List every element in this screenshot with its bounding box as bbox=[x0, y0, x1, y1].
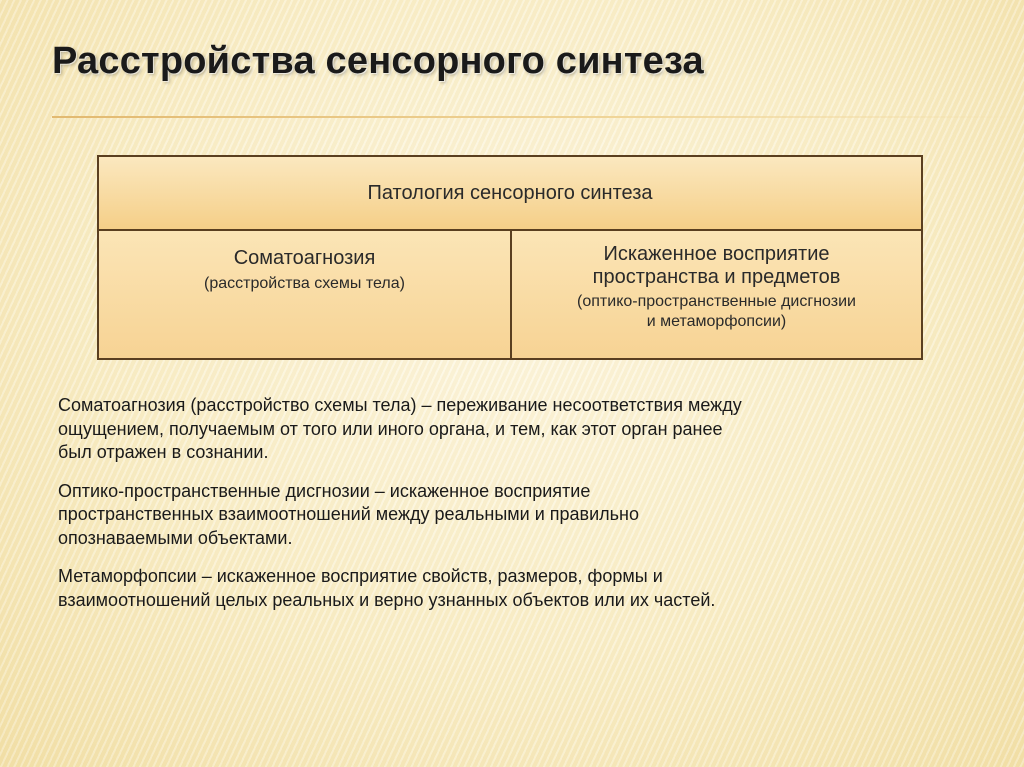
definition-optic-spatial-dysgnosia bbox=[58, 480, 988, 551]
classification-diagram bbox=[97, 155, 923, 360]
definition-line: Соматоагнозия (расстройство схемы тела) – переживание несоответствия между bbox=[58, 395, 742, 415]
cell-right-sub-line1: (оптико-пространственные дисгнозии bbox=[577, 293, 856, 310]
diagram-cell-somatoagnosia bbox=[99, 231, 512, 358]
definition-line: пространственных взаимоотношений между реальными и правильно bbox=[58, 504, 640, 524]
cell-right-sub-line2: и метаморфопсии) bbox=[646, 313, 787, 330]
cell-left-sub: (расстройства схемы тела) bbox=[204, 275, 405, 292]
title-underline bbox=[52, 116, 1024, 118]
definition-somatoagnosia bbox=[58, 394, 988, 465]
diagram-header: Патология сенсорного синтеза bbox=[99, 157, 921, 231]
definition-line: Оптико-пространственные дисгнозии – искаженное восприятие bbox=[58, 480, 591, 501]
definitions bbox=[58, 394, 988, 627]
cell-left-main: Соматоагнозия bbox=[233, 247, 376, 269]
definition-line: взаимоотношений целых реальных и верно узнанных объектов или их частей. bbox=[58, 589, 716, 610]
slide-title: Расстройства сенсорного синтеза bbox=[52, 40, 704, 82]
definition-line: Метаморфопсии – искаженное восприятие свойств, размеров, формы и bbox=[58, 566, 663, 586]
cell-right-main-line2: пространства и предметов bbox=[592, 266, 841, 288]
definition-metamorphopsia bbox=[58, 565, 988, 612]
definition-line: опознаваемыми объектами. bbox=[58, 527, 293, 548]
definition-line: ощущением, получаемым от того или иного органа, и тем, как этот орган ранее bbox=[58, 418, 723, 439]
definition-line: был отражен в сознании. bbox=[58, 442, 269, 462]
diagram-cell-distorted-perception bbox=[512, 231, 921, 358]
cell-right-main-line1: Искаженное восприятие bbox=[603, 243, 830, 265]
